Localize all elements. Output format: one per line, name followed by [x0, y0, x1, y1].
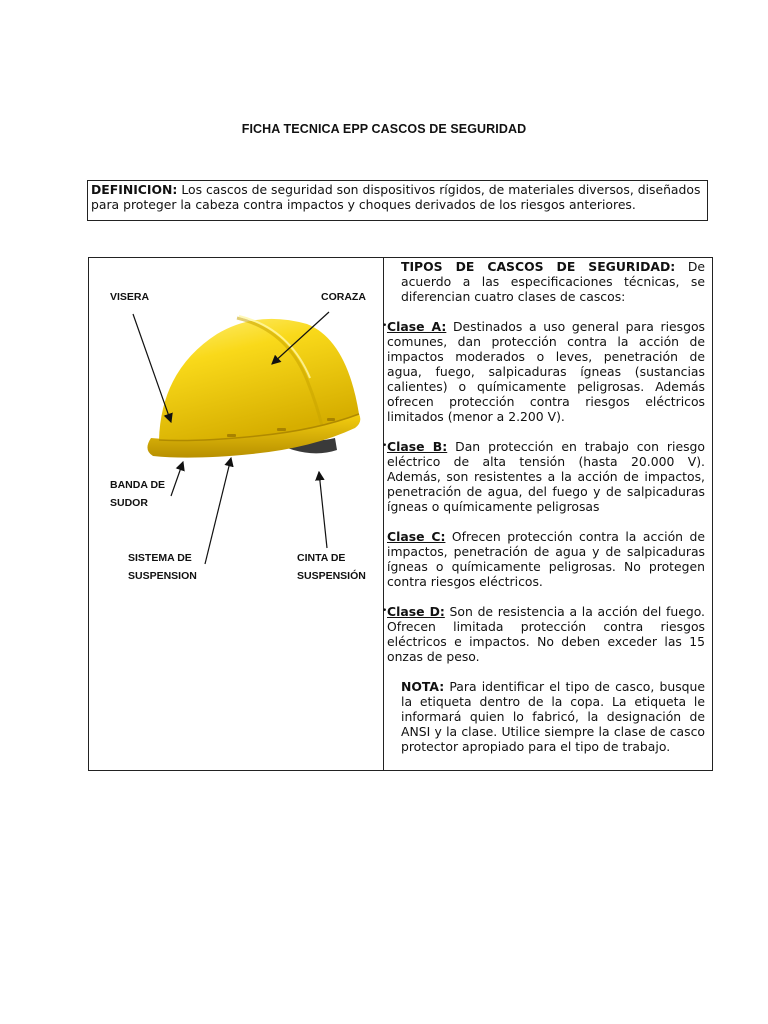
sistema-arrow — [205, 458, 231, 564]
note-paragraph: NOTA: Para identificar el tipo de casco, busque la etiqueta dentro de la copa. La etiqueta le informará quien lo fabricó, la designación de ANSI y la clase. Utilice siempre la clase de casco protector apropiado para el tipo de trabajo. — [401, 679, 705, 754]
coraza-arrow — [272, 312, 329, 364]
types-intro: TIPOS DE CASCOS DE SEGURIDAD: De acuerdo a las especificaciones técnicas, se diferencian cuatro clases de cascos: — [401, 259, 705, 304]
banda-de-sudor-label: BANDA DE SUDOR — [110, 479, 166, 509]
cinta-de-suspension-label: CINTA DE SUSPENSIÓN — [297, 552, 366, 582]
label-arrows — [89, 258, 383, 772]
banda-arrow — [171, 462, 183, 496]
helmet-info-table — [88, 257, 713, 771]
definition-label: DEFINICION: — [91, 182, 178, 197]
class-b-item: • Clase B: Dan protección en trabajo con riesgo eléctrico de alta tensión (hasta 20.000 V). Además, son resistentes a la acción de impactos, penetración de agua, del fuego y de salpicaduras ígneas o químicamente peligrosas — [382, 439, 705, 514]
document-title: FICHA TECNICA EPP CASCOS DE SEGURIDAD — [241, 122, 527, 136]
class-c-item: Clase C: Ofrecen protección contra la acción de impactos, penetración de agua y de salpicaduras ígneas o químicamente peligrosas. No protegen contra riesgos eléctricos. — [387, 529, 706, 589]
visera-arrow — [133, 314, 171, 422]
definition-text: Los cascos de seguridad son dispositivos rígidos, de materiales diversos, diseñados para proteger la cabeza contra impactos y choques derivados de los riesgos anteriores. — [91, 182, 701, 212]
class-a-item: • Clase A: Destinados a uso general para riesgos comunes, dan protección contra la acción de impactos moderados o leves, penetración de agua, fuego, salpicaduras ígneas (sustancias calientes) o químicamente peligrosas. Además ofrecen protección contra riesgos eléctricos limitados (menor a 2.200 V). — [382, 319, 705, 424]
class-d-item: • Clase D: Son de resistencia a la acción del fuego. Ofrecen limitada protección contra riesgos eléctricos e impactos. No deben exceder las 15 onzas de peso. — [382, 604, 705, 664]
visera-label: VISERA — [110, 291, 150, 303]
cinta-arrow — [319, 472, 327, 548]
helmet-types-text — [382, 258, 706, 754]
coraza-label: CORAZA — [321, 291, 366, 303]
sistema-de-suspension-label: SISTEMA DE SUSPENSION — [128, 552, 197, 582]
definition-box — [87, 180, 708, 221]
column-divider — [383, 258, 384, 770]
